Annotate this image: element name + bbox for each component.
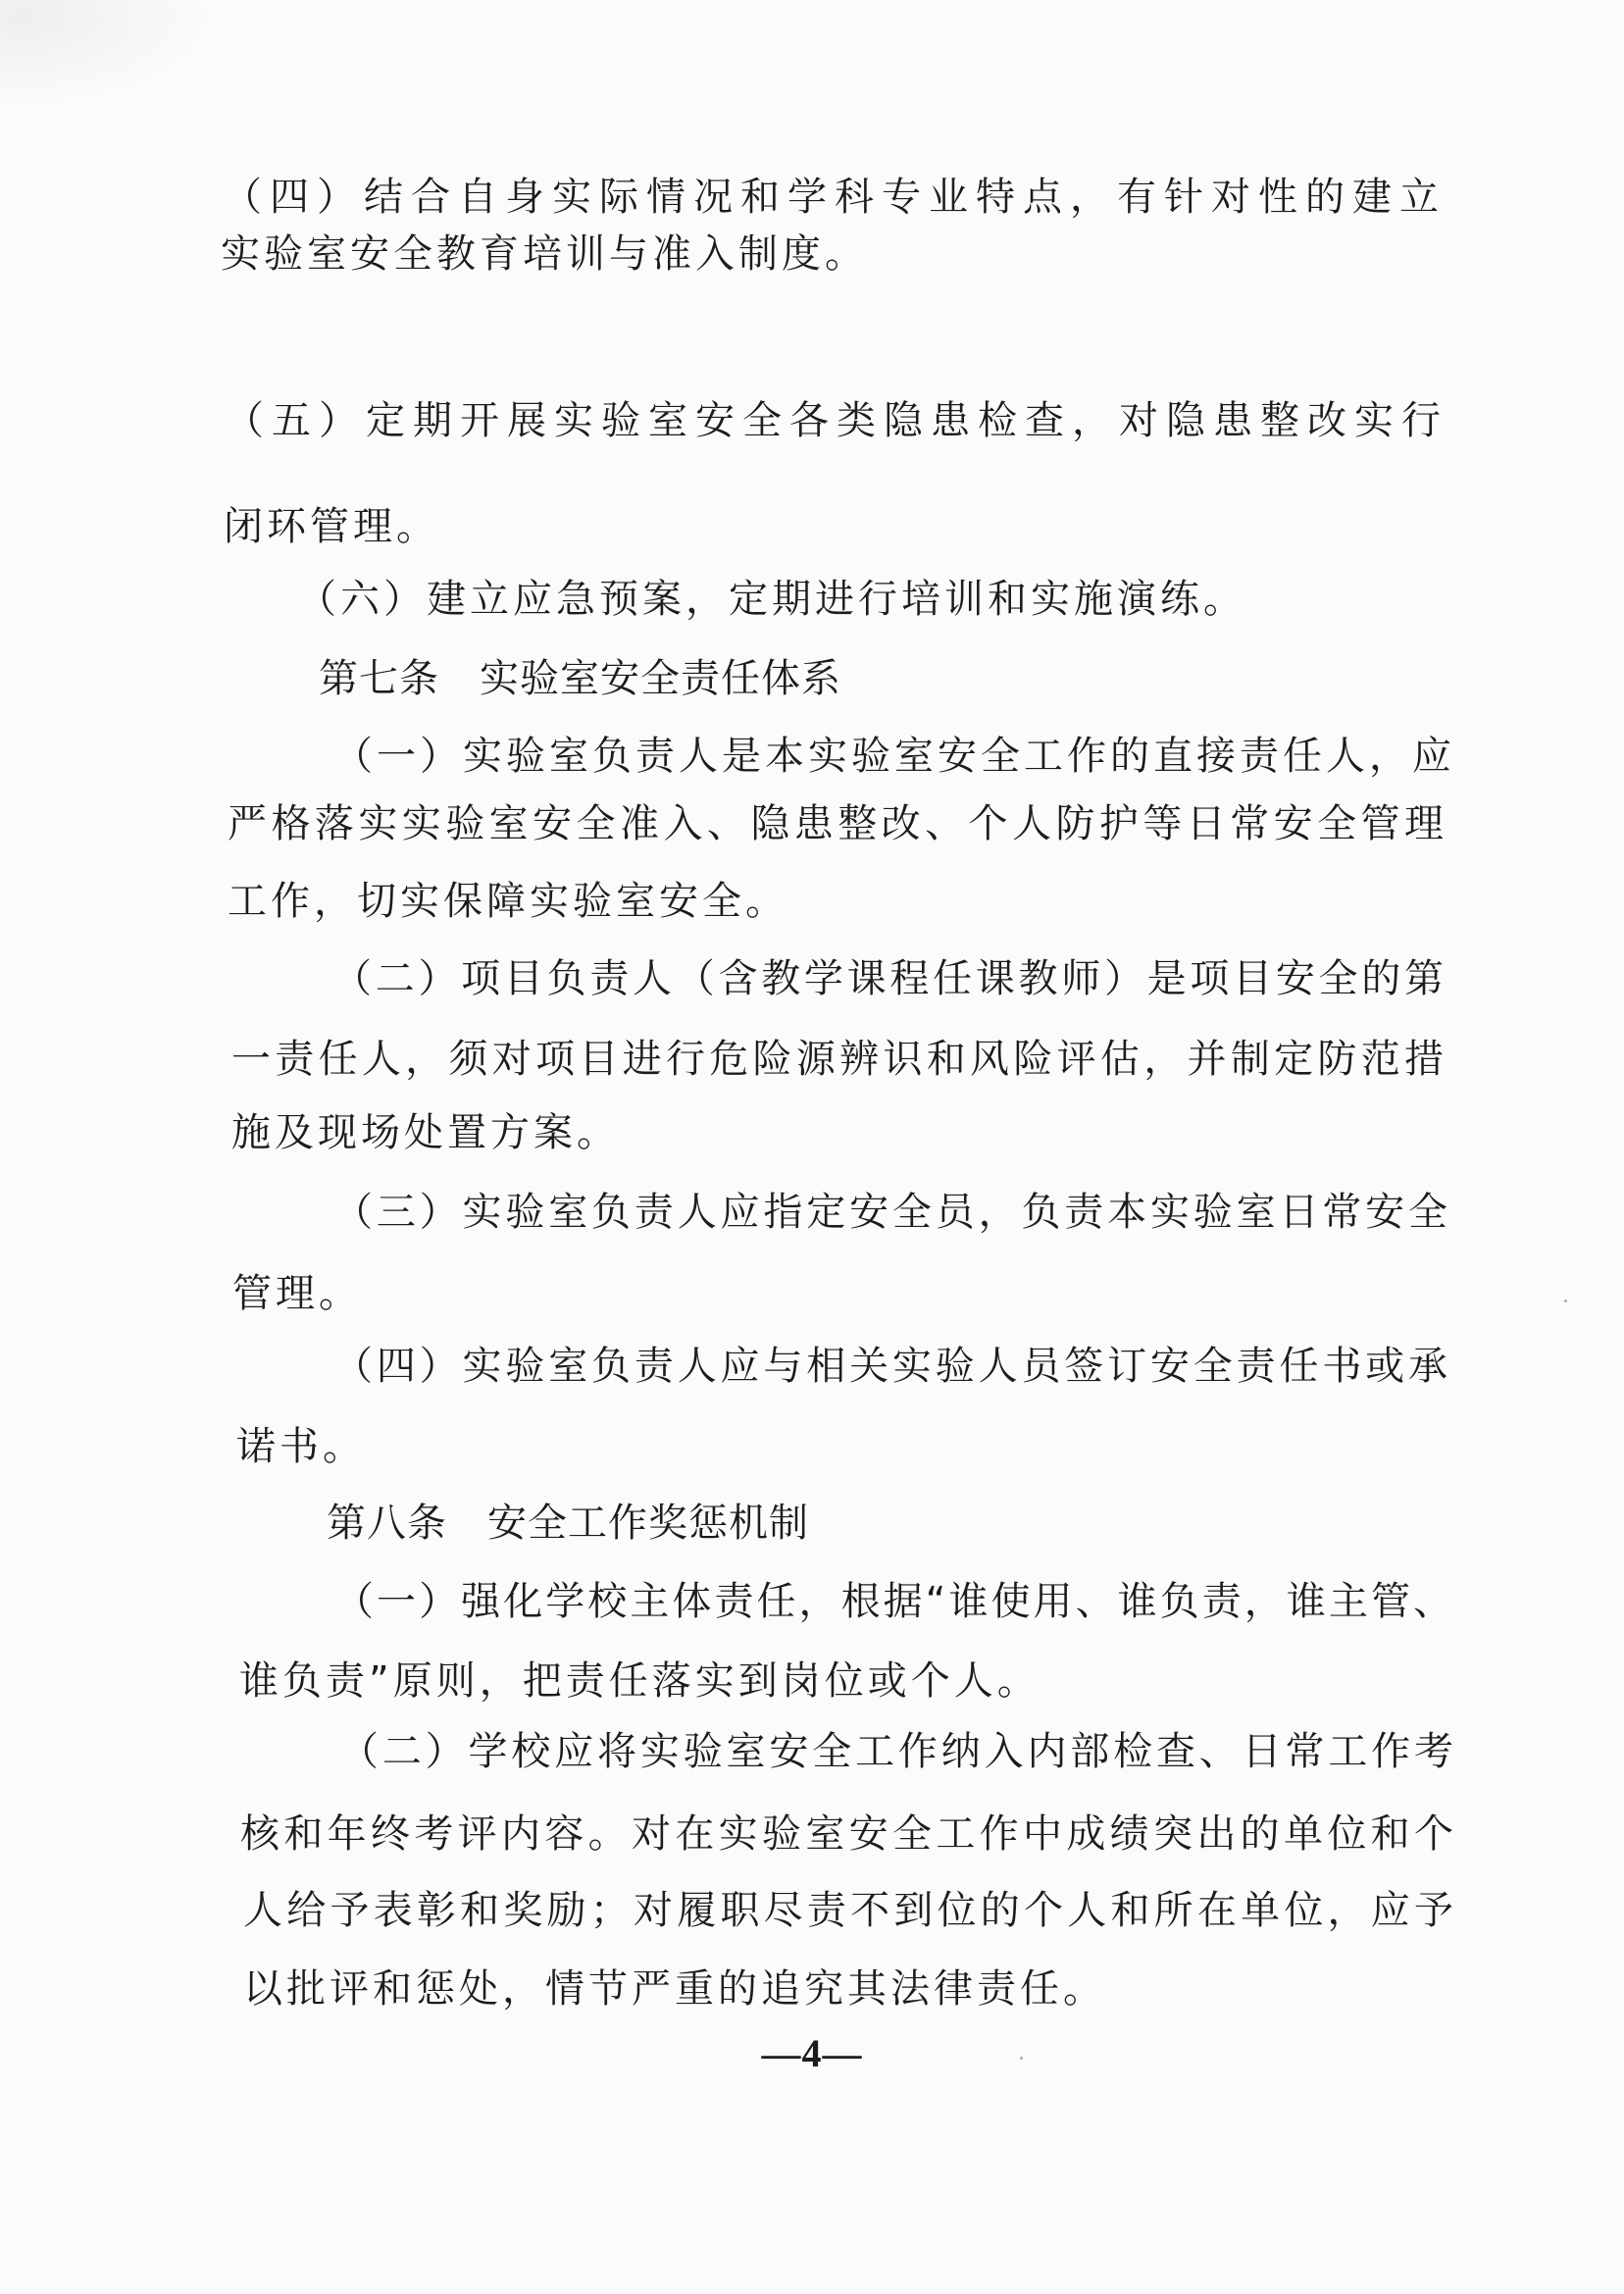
scan-speck xyxy=(1020,2057,1023,2060)
paragraph-line: 谁负责”原则，把责任落实到岗位或个人。 xyxy=(239,1658,1040,1704)
paragraph-line: （三）实验室负责人应指定安全员，负责本实验室日常安全 xyxy=(333,1190,1447,1235)
page-number: —4— xyxy=(761,2031,863,2075)
scan-shadow xyxy=(0,0,216,108)
paragraph-line: 人给予表彰和奖励；对履职尽责不到位的个人和所在单位，应予 xyxy=(243,1888,1453,1933)
paragraph-line: （四）实验室负责人应与相关实验人员签订安全责任书或承 xyxy=(333,1344,1447,1389)
paragraph-line: 严格落实实验室安全准入、隐患整改、个人防护等日常安全管理 xyxy=(228,801,1444,846)
article-heading: 第八条 安全工作奖惩机制 xyxy=(327,1501,809,1546)
scan-speck xyxy=(1564,1300,1567,1302)
paragraph-line: 施及现场处置方案。 xyxy=(231,1110,620,1155)
paragraph-line: 工作，切实保障实验室安全。 xyxy=(228,879,788,924)
paragraph-line: 核和年终考评内容。对在实验室安全工作中成绩突出的单位和个 xyxy=(240,1811,1453,1857)
paragraph-line: 一责任人，须对项目进行危险源辨识和风险评估，并制定防范措 xyxy=(231,1037,1444,1082)
paragraph-line: 闭环管理。 xyxy=(224,504,439,549)
paragraph-line: （六）建立应急预案，定期进行培训和实施演练。 xyxy=(297,577,1246,622)
paragraph-line: （一）强化学校主体责任，根据“谁使用、谁负责，谁主管、 xyxy=(334,1579,1452,1624)
paragraph-line: （二）学校应将实验室安全工作纳入内部检查、日常工作考 xyxy=(339,1729,1453,1774)
paragraph-line: （五）定期开展实验室安全各类隐患检查，对隐患整改实行 xyxy=(225,398,1441,443)
paragraph-line: （一）实验室负责人是本实验室安全工作的直接责任人，应 xyxy=(333,734,1451,779)
paragraph-line: 实验室安全教育培训与准入制度。 xyxy=(221,231,868,277)
paragraph-line: 诺书。 xyxy=(236,1424,366,1469)
article-heading: 第七条 实验室安全责任体系 xyxy=(319,656,841,701)
paragraph-line: 以批评和惩处，情节严重的追究其法律责任。 xyxy=(243,1966,1106,2012)
paragraph-line: （四）结合自身实际情况和学科专业特点，有针对性的建立 xyxy=(223,175,1439,220)
paragraph-line: （二）项目负责人（含教学课程任课教师）是项目安全的第 xyxy=(332,956,1444,1001)
paragraph-line: 管理。 xyxy=(232,1271,362,1316)
